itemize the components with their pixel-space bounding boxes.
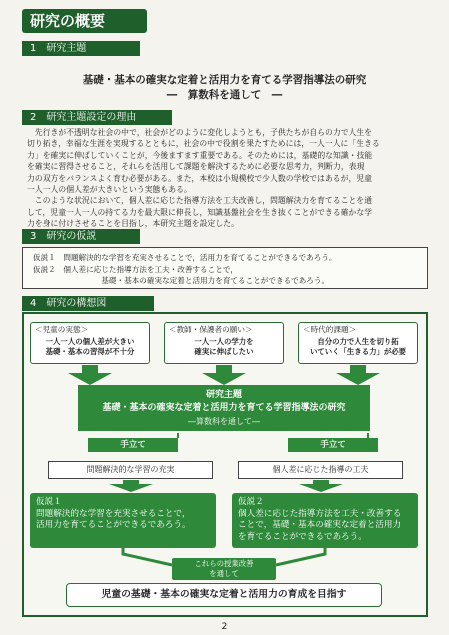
teacher-wish-text: 一人一人の学力を 確実に伸ばしたい (194, 337, 254, 356)
problem-solving-box: 問題解決的な学習の充実 (48, 461, 213, 479)
era-issue-text: 自分の力で人生を切り拓 いていく「生きる力」が必要 (309, 337, 407, 356)
children-status-label: ＜児童の実態＞ (35, 325, 89, 334)
page-title: 研究の概要 (22, 9, 147, 33)
section-heading-theme: 1 研究主題 (22, 41, 140, 56)
era-issue-label: ＜時代的課題＞ (303, 325, 357, 334)
method-label-right: 手立て (288, 438, 378, 452)
section-heading-reason: 2 研究主題設定の理由 (22, 110, 172, 125)
individual-diff-box: 個人差に応じた指導の工夫 (238, 461, 403, 479)
research-theme-sub: ―算数科を通して― (188, 417, 260, 426)
hypothesis-box: 仮説１ 問題解決的な学習を充実させることで，活用力を育てることができるであろう。 仮説２ 個人差に応じた指導方法を工夫・改善することで， 基礎・基本の確実な定着と活用力を育てることができるであろう。 (22, 247, 428, 289)
method-label-left: 手立て (88, 438, 178, 452)
hypothesis-1-box: 仮説１ 問題解決的な学習を充実させることで， 活用力を育てることができるであろう。 (30, 493, 216, 548)
theme-title: 基礎・基本の確実な定着と活用力を育てる学習指導法の研究 (82, 74, 367, 86)
research-theme-label: 研究主題 (205, 390, 242, 400)
goal-box: 児童の基礎・基本の確実な定着と活用力の育成を目指す (66, 583, 382, 607)
teacher-wish-label: ＜教師・保護者の願い＞ (169, 325, 253, 334)
reason-paragraph: 先行きが不透明な社会の中で，社会がどのように変化しようとも，子供たちが自らの力で人生を 切り拓き，幸福な生涯を実現するとともに，社会の中で役割を果たすためには，一人一人に「生きる 力」を確実に伸ばしていくことが，今後ますます重要である。そのためには，基礎的な知識・技能 を確実に習得させること，それらを活用して課題を解決するために必要な思考力，判断力，表現 力の双方をバランスよく育む必要がある。また，本校は小規模校で少人数の学校ではあるが，児童 一人一人の個人差が大きいという実態もある。 このような状況において，個人差に応じた指導方法を工夫改善し，問題解決力を育てることを通 して，児童一人一人の持てる力を最大限に伸長し，知識基盤社会を生き抜くことができる確かな学 力を身に付けさせることを目指し，本研究主題を設定した。 (27, 128, 380, 229)
children-status-text: 一人一人の個人差が大きい 基礎・基本の習得が不十分 (45, 337, 135, 356)
improvement-label: これらの授業改善 を通して (172, 558, 276, 580)
section-heading-concept: 4 研究の構想図 (22, 296, 154, 311)
page-number: 2 (221, 622, 228, 632)
theme-subtitle: ― 算数科を通して ― (166, 89, 283, 101)
research-theme-line: 基礎・基本の確実な定着と活用力を育てる学習指導法の研究 (102, 403, 346, 413)
section-heading-hypothesis: 3 研究の仮説 (22, 229, 140, 244)
hypothesis-2-box: 仮説２ 個人差に応じた指導方法を工夫・改善する ことで，基礎・基本の確実な定着と活用力 を育てることができるであろう。 (232, 493, 418, 548)
